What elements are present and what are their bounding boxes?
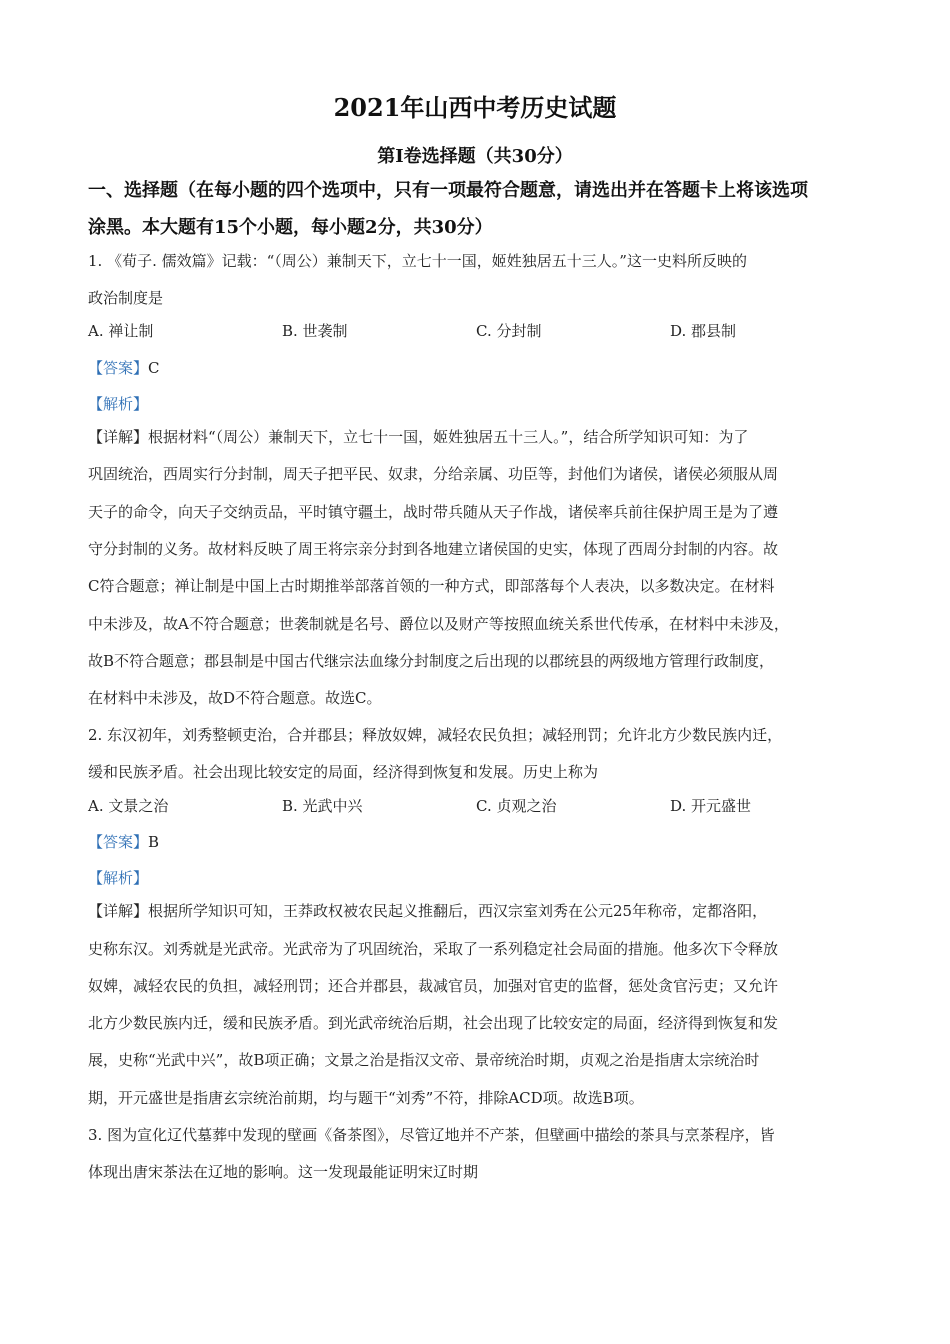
q2-option-a: A. 文景之治: [88, 797, 169, 815]
q1-option-a: A. 禅让制: [88, 322, 154, 340]
q1-answer: [88, 357, 160, 378]
q2-option-b: B. 光武中兴: [282, 797, 363, 815]
detail-text: 根据材料“（周公）兼制天下，立七十一国，姬姓独居五十三人。”，结合所学知识可知：为了: [148, 428, 749, 446]
q2-analysis-tag: [88, 867, 148, 888]
q1-detail-line: C符合题意；禅让制是中国上古时期推举部落首领的一种方式，即部落每个人表决，以多数决定。在材料: [88, 577, 775, 595]
q2-option-d: D. 开元盛世: [670, 797, 752, 815]
q1-detail-line: 守分封制的义务。故材料反映了周王将宗亲分封到各地建立诸侯国的史实，体现了西周分封制的内容。故: [88, 540, 779, 558]
q2-detail-line: 展，史称“光武中兴”，故B项正确；文景之治是指汉文帝、景帝统治时期，贞观之治是指唐太宗统治时: [88, 1051, 760, 1069]
q1-option-c: C. 分封制: [476, 322, 542, 340]
q2-stem-line: 2. 东汉初年，刘秀整顿吏治，合并郡县；释放奴婢，减轻农民负担；减轻刑罚；允许北方少数民族内迁，: [88, 726, 783, 744]
q3-stem-line: 3. 图为宣化辽代墓葬中发现的壁画《备茶图》，尽管辽地并不产茶，但壁画中描绘的茶具与烹茶程序，皆: [88, 1126, 775, 1144]
q2-detail-line: 期，开元盛世是指唐玄宗统治前期，均与题干“刘秀”不符，排除ACD项。故选B项。: [88, 1089, 644, 1107]
q1-detail-line: 天子的命令，向天子交纳贡品，平时镇守疆土，战时带兵随从天子作战，诸侯率兵前往保护周王是为了遵: [88, 503, 779, 521]
answer-value: C: [148, 359, 160, 377]
detail-tag: 【详解】: [88, 902, 149, 920]
page-title: 2021年山西中考历史试题: [333, 93, 617, 122]
q1-stem-line: 政治制度是: [88, 289, 164, 307]
detail-tag: 【详解】: [88, 428, 149, 446]
q2-detail-line: 奴婢，减轻农民的负担，减轻刑罚；还合并郡县，裁减官员，加强对官吏的监督，惩处贪官污吏；又允许: [88, 977, 779, 995]
section-heading-line-1: 一、选择题（在每小题的四个选项中，只有一项最符合题意，请选出并在答题卡上将该选项: [88, 180, 808, 201]
q1-detail-line: 巩固统治，西周实行分封制，周天子把平民、奴隶，分给亲属、功臣等，封他们为诸侯，诸侯必须服从周: [88, 465, 779, 483]
section-subtitle: 第I卷选择题（共30分）: [377, 146, 573, 167]
answer-tag: 【答案】: [88, 833, 149, 851]
q3-stem-line: 体现出唐宋茶法在辽地的影响。这一发现最能证明宋辽时期: [88, 1163, 479, 1181]
answer-value: B: [148, 833, 160, 851]
q1-analysis-tag: [88, 393, 148, 414]
q1-detail-line: 在材料中未涉及，故D不符合题意。故选C。: [88, 689, 382, 707]
q1-option-b: B. 世袭制: [282, 322, 348, 340]
q1-detail-line: 中未涉及，故A不符合题意；世袭制就是名号、爵位以及财产等按照血统关系世代传承，在材料中未涉及，: [88, 615, 789, 633]
q2-stem-line: 缓和民族矛盾。社会出现比较安定的局面，经济得到恢复和发展。历史上称为: [88, 763, 599, 781]
q2-detail-line: 史称东汉。刘秀就是光武帝。光武帝为了巩固统治，采取了一系列稳定社会局面的措施。他多次下令释放: [88, 940, 779, 958]
q1-stem-line: 1. 《荀子. 儒效篇》记载：“（周公）兼制天下，立七十一国，姬姓独居五十三人。”这一史料所反映的: [88, 252, 747, 270]
section-heading-line-2: 涂黑。本大题有15个小题，每小题2分，共30分）: [88, 217, 493, 238]
q2-detail-line: 北方少数民族内迁，缓和民族矛盾。到光武帝统治后期，社会出现了比较安定的局面，经济得到恢复和发: [88, 1014, 779, 1032]
analysis-tag: 【解析】: [88, 395, 149, 413]
q1-option-d: D. 郡县制: [670, 322, 737, 340]
detail-text: 根据所学知识可知，王莽政权被农民起义推翻后，西汉宗室刘秀在公元25年称帝，定都洛阳，: [148, 902, 768, 920]
analysis-tag: 【解析】: [88, 869, 149, 887]
q1-detail-line: [88, 426, 748, 447]
q2-detail-line: [88, 900, 767, 921]
q1-detail-line: 故B不符合题意；郡县制是中国古代继宗法血缘分封制度之后出现的以郡统县的两级地方管理行政制度，: [88, 652, 775, 670]
q2-answer: [88, 831, 159, 852]
q2-option-c: C. 贞观之治: [476, 797, 557, 815]
answer-tag: 【答案】: [88, 359, 149, 377]
